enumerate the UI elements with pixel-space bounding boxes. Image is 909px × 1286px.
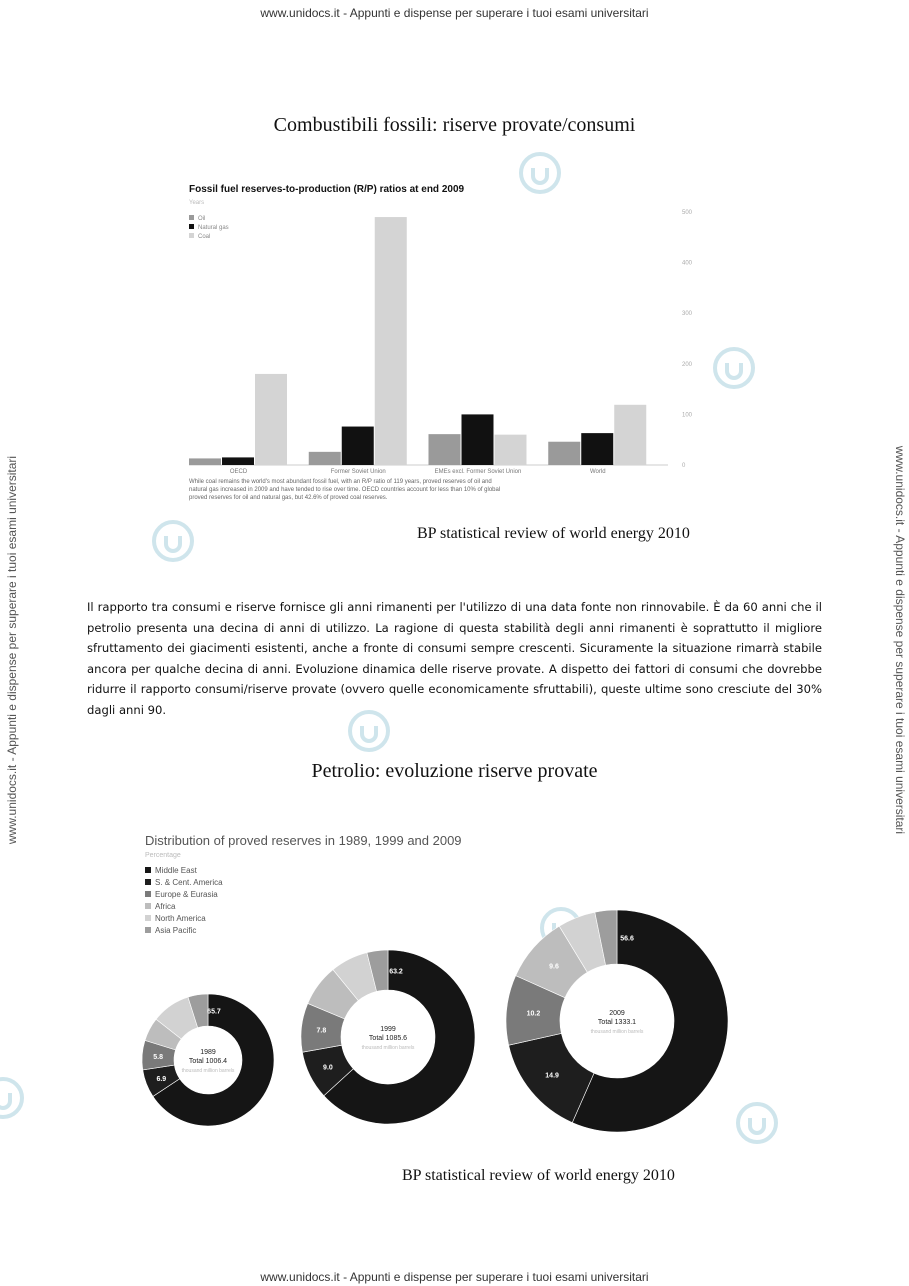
watermark-right	[893, 410, 907, 870]
legend-swatch	[189, 224, 194, 229]
section2-caption: BP statistical review of world energy 2010	[402, 1167, 675, 1184]
bar	[462, 414, 494, 465]
pie-chart-legend	[145, 866, 223, 935]
unidocs-logo-icon	[150, 518, 196, 564]
slice-value-label: 6.9	[156, 1075, 167, 1083]
slice-value-label: 56.6	[620, 935, 634, 943]
bar	[342, 427, 374, 465]
slice-value-label: 10.2	[526, 1010, 541, 1018]
bar	[375, 217, 407, 465]
unidocs-logo-icon	[711, 345, 757, 391]
donut-year-label: 2009	[609, 1010, 625, 1017]
rp-chart-x-labels	[230, 469, 606, 475]
bar	[495, 435, 527, 465]
rp-ratio-chart	[180, 178, 700, 513]
legend-label: Natural gas	[198, 225, 229, 231]
slice-value-label: 9.0	[323, 1064, 333, 1072]
legend-label: Coal	[198, 234, 211, 240]
legend-label: Middle East	[155, 866, 197, 875]
donut-total-label: Total 1333.1	[597, 1019, 637, 1026]
x-tick-label: World	[589, 469, 606, 475]
donut-unit-label: thousand million barrels	[181, 1068, 235, 1074]
donut-unit-label: thousand million barrels	[590, 1029, 644, 1035]
rp-chart-note: While coal remains the world's most abundant fossil fuel, with an R/P ratio of 119 years, proved reserves of oil and natural gas increased in 2009 and have tended to rise over time. OECD countries account for less than 10% of global proved reserves for oil and natural gas, but 42.6% of proved coal reserves.	[189, 479, 501, 501]
bar	[548, 442, 580, 465]
watermark-bottom: www.unidocs.it - Appunti e dispense per superare i tuoi esami universitari	[260, 1270, 649, 1284]
legend-swatch	[145, 927, 151, 933]
rp-chart-bars	[189, 217, 646, 465]
slice-value-label: 9.6	[549, 963, 559, 971]
bar	[222, 457, 254, 465]
unidocs-logo-icon	[0, 1075, 26, 1121]
bar	[429, 434, 461, 465]
donut-unit-label: thousand million barrels	[361, 1045, 415, 1051]
donut-total-label: Total 1006.4	[188, 1058, 228, 1065]
x-tick-label: EMEs excl. Former Soviet Union	[434, 469, 522, 475]
pie-chart-donuts	[142, 910, 728, 1132]
bar	[255, 374, 287, 465]
pie-chart-title: Distribution of proved reserves in 1989, 1999 and 2009	[145, 833, 462, 848]
unidocs-logo-icon	[734, 1100, 780, 1146]
section1-caption: BP statistical review of world energy 2010	[417, 525, 690, 542]
donut-total-label: Total 1085.6	[368, 1035, 408, 1042]
legend-label: Asia Pacific	[155, 926, 197, 935]
legend-label: Europe & Eurasia	[155, 890, 218, 899]
legend-label: S. & Cent. America	[155, 878, 223, 887]
slice-value-label: 5.8	[153, 1054, 164, 1062]
section1-title: Combustibili fossili: riserve provate/consumi	[273, 114, 636, 136]
donut-year-label: 1999	[380, 1026, 396, 1033]
pie-chart-subtitle: Percentage	[145, 852, 181, 859]
legend-swatch	[145, 867, 151, 873]
legend-swatch	[145, 903, 151, 909]
rp-chart-title: Fossil fuel reserves-to-production (R/P) ratios at end 2009	[189, 184, 465, 195]
bar	[309, 452, 341, 465]
bar	[614, 405, 646, 465]
legend-label: North America	[155, 914, 206, 923]
legend-label: Africa	[155, 902, 176, 911]
watermark-left-text: www.unidocs.it - Appunti e dispense per superare i tuoi esami universitari	[5, 455, 19, 845]
slice-value-label: 14.9	[545, 1072, 559, 1080]
x-tick-label: OECD	[229, 469, 248, 475]
legend-swatch	[189, 233, 194, 238]
body-paragraph: Il rapporto tra consumi e riserve fornisce gli anni rimanenti per l'utilizzo di una data fonte non rinnovabile. È da 60 anni che il petrolio presenta una decina di anni di utilizzo. La ragione di questa stabilità degli anni rimanenti è soprattutto il migliore sfruttamento dei giacimenti esistenti, anche a fronte di consumi sempre crescenti. Sicuramente la situazione rimarrà stabile ancora per qualche decina di anni. Evoluzione dinamica delle riserve provate. A dispetto dei fattori di consumi che dovrebbe ridurre il rapporto consumi/riserve provate (ovvero quelle economicamente sfruttabili), queste ultime sono cresciute del 30% dagli anni 90.	[87, 600, 822, 717]
x-tick-label: Former Soviet Union	[330, 469, 386, 475]
watermark-top: www.unidocs.it - Appunti e dispense per superare i tuoi esami universitari	[260, 6, 649, 20]
bar	[189, 458, 221, 465]
legend-label: Oil	[198, 216, 206, 222]
y-tick-label: 500	[682, 210, 693, 216]
y-tick-label: 400	[682, 260, 693, 267]
legend-swatch	[145, 879, 151, 885]
y-tick-label: 300	[682, 311, 693, 318]
rp-chart-legend	[189, 215, 229, 240]
watermark-right-text: www.unidocs.it - Appunti e dispense per superare i tuoi esami universitari	[893, 445, 907, 835]
slice-value-label: 7.8	[316, 1027, 327, 1035]
section2-title: Petrolio: evoluzione riserve provate	[311, 760, 598, 782]
rp-chart-subtitle: Years	[189, 200, 205, 206]
y-tick-label: 0	[682, 463, 686, 469]
bar	[581, 433, 613, 465]
watermark-left	[2, 430, 19, 870]
slice-value-label: 65.7	[207, 1008, 221, 1016]
legend-swatch	[189, 215, 194, 220]
donut-year-label: 1989	[200, 1049, 216, 1056]
legend-swatch	[145, 915, 151, 921]
slice-value-label: 63.2	[389, 968, 403, 976]
y-tick-label: 100	[682, 412, 693, 419]
y-tick-label: 200	[682, 361, 693, 368]
legend-swatch	[145, 891, 151, 897]
reserves-distribution-chart	[130, 825, 740, 1150]
